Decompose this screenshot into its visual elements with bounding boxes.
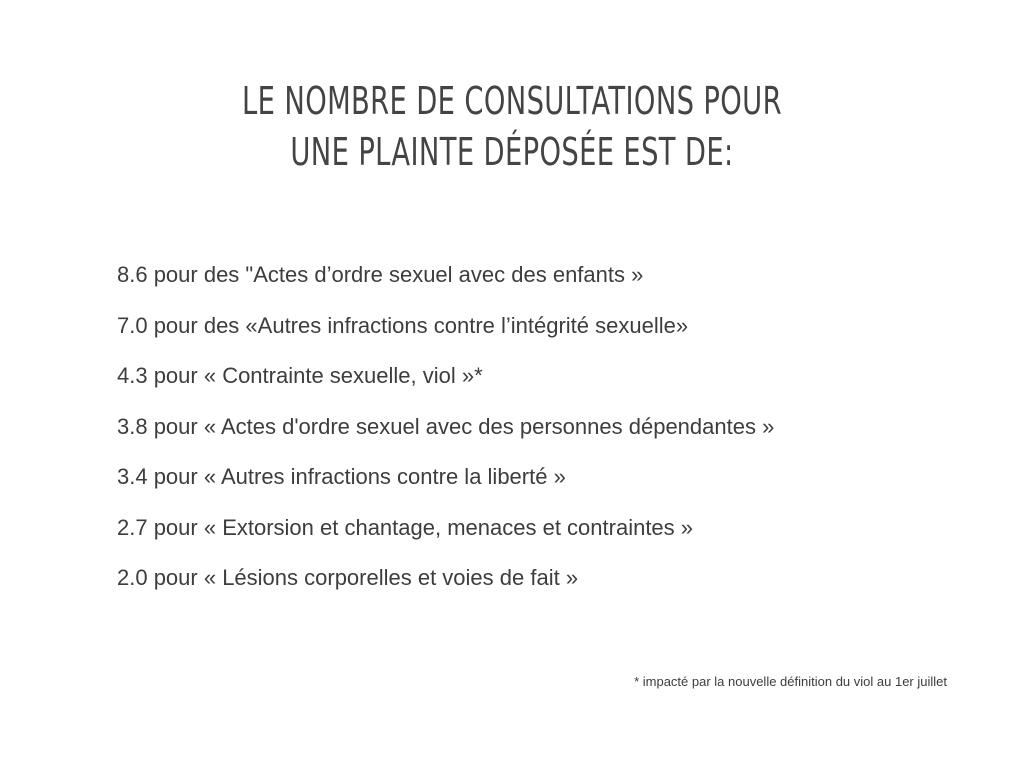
list-item: 2.0 pour « Lésions corporelles et voies de fait » [117, 565, 579, 590]
list-item: 3.4 pour « Autres infractions contre la liberté » [117, 464, 566, 489]
list-item: 8.6 pour des "Actes d’ordre sexuel avec des enfants » [117, 262, 644, 287]
footnote: * impacté par la nouvelle définition du viol au 1er juillet [634, 674, 947, 689]
list-item: 7.0 pour des «Autres infractions contre l’intégrité sexuelle» [117, 312, 689, 338]
consultation-list [117, 261, 977, 615]
list-item: 2.7 pour « Extorsion et chantage, menaces et contraintes » [117, 514, 694, 540]
page-title [143, 76, 880, 178]
title-line-1: LE NOMBRE DE CONSULTATIONS POUR [242, 79, 782, 123]
title-line-2: UNE PLAINTE DÉPOSÉE EST DE: [290, 130, 734, 174]
list-item: 4.3 pour « Contrainte sexuelle, viol »* [117, 363, 483, 388]
list-item: 3.8 pour « Actes d'ordre sexuel avec des personnes dépendantes » [117, 413, 775, 439]
